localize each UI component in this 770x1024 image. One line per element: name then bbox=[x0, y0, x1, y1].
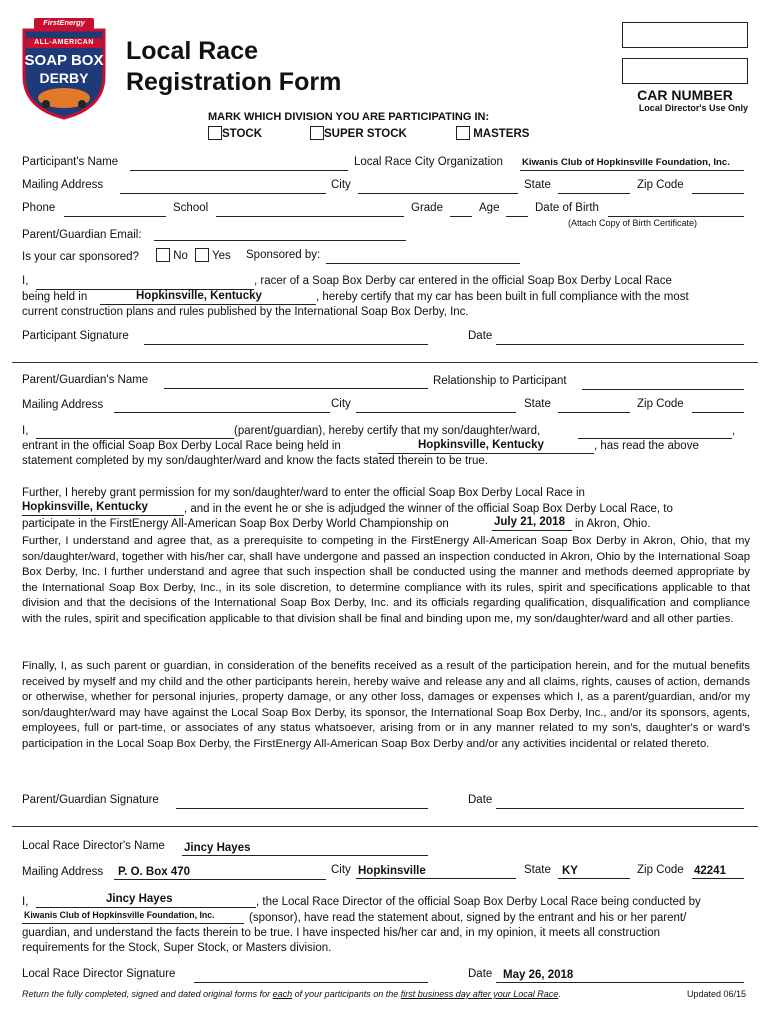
release-paragraph: Finally, I, as such parent or guardian, in consideration of the benefits received as a result of the participation herein, and for the mutual benefits received by myself and my child and the other participants herein, hereby waive and release any and all claims, rights, causes of action, demands or otherwise, whether for personal injuries, property damage, or any other loss, damages or expenses which I, as a parent/guardian, and/or my son/daughter/ward may have against the Local Soap Box Derby, its sponsor, the International Soap Box Derby, Inc., and/or its sponsors, agents, employees, full or part-time, or associates of any status whatsoever, arising from or in any manner related to my son's, daughter's or ward's participation in the Local Soap Box Derby, the FirstEnergy All-American Soap Box Derby and/or any activities incidental or related thereto. bbox=[22, 660, 750, 750]
masters-label: MASTERS bbox=[473, 128, 530, 140]
footer-note-text3: . bbox=[558, 989, 561, 999]
guardian-signature-label: Parent/Guardian Signature bbox=[22, 794, 159, 806]
further2-paragraph: Further, I understand and agree that, as a prerequisite to competing in the FirstEnergy All-American Soap Box Derby in Akron, Ohio, that my son/daughter/ward, together with his/her car, shall have undergone and passed an inspection conducted in Akron, Ohio by the International Soap Box Derby, Inc. I further understand and agree that such inspection shall be conducted using the manner and methods deemed appropriate by the International Soap Box Derby, Inc., in its sole discretion, to determine compliance with its rules, spirit and specifications applicable to that division and that the decisions of the International Soap Box Derby, Inc. and its officials regarding qualification, disqualification and compliance with the rules, spirit and specification applicable to that division shall be final and binding upon me, my son/daughter/ward and all other parties. bbox=[22, 535, 750, 625]
email-field[interactable] bbox=[154, 227, 406, 241]
further1-text1: Further, I hereby grant permission for my son/daughter/ward to enter the official Soap Box Derby Local Race in bbox=[22, 487, 585, 499]
phone-label: Phone bbox=[22, 202, 56, 214]
director-zip-value: 42241 bbox=[694, 865, 726, 877]
participant-state-label: State bbox=[524, 179, 551, 191]
director-mailing-label: Mailing Address bbox=[22, 866, 104, 878]
super-stock-label: SUPER STOCK bbox=[324, 128, 407, 140]
dob-label: Date of Birth bbox=[535, 202, 599, 214]
car-number-sub: Local Director's Use Only bbox=[638, 103, 748, 113]
no-label: No bbox=[173, 250, 188, 262]
director-city-value: Hopkinsville bbox=[358, 865, 426, 877]
director-cert-i: I, bbox=[22, 896, 29, 908]
guardian-signature-field[interactable] bbox=[176, 795, 428, 809]
no-option[interactable] bbox=[156, 248, 188, 262]
guardian-date-label: Date bbox=[468, 794, 493, 806]
sponsored-by-field[interactable] bbox=[326, 250, 520, 264]
guardian-state-field[interactable] bbox=[558, 399, 630, 413]
participant-cert-text2: being held in bbox=[22, 291, 88, 303]
participant-date-label: Date bbox=[468, 330, 493, 342]
sponsored-by-label: Sponsored by: bbox=[246, 249, 321, 261]
director-signature-field[interactable] bbox=[194, 969, 428, 983]
participant-cert-text3: , hereby certify that my car has been built in full compliance with the most bbox=[316, 291, 689, 303]
age-label: Age bbox=[479, 202, 500, 214]
masters-checkbox[interactable] bbox=[456, 126, 470, 140]
participant-name-field[interactable] bbox=[130, 157, 348, 171]
logo-brand: FirstEnergy bbox=[43, 18, 85, 27]
director-date-label: Date bbox=[468, 968, 493, 980]
guardian-city-field[interactable] bbox=[356, 399, 516, 413]
relationship-field[interactable] bbox=[582, 376, 744, 390]
further1-text3: participate in the FirstEnergy All-American Soap Box Derby World Championship on bbox=[22, 518, 449, 530]
school-field[interactable] bbox=[216, 203, 404, 217]
guardian-cert-i: I, bbox=[22, 425, 29, 437]
championship-date-value: July 21, 2018 bbox=[494, 516, 565, 528]
director-cert-name-value: Jincy Hayes bbox=[106, 893, 173, 905]
dob-field[interactable] bbox=[608, 203, 744, 217]
stock-checkbox[interactable] bbox=[208, 126, 222, 140]
director-zip-label: Zip Code bbox=[637, 864, 684, 876]
director-cert-text3: guardian, and understand the facts therein to be true. I have inspected his/her car and, in my opinion, it meets all construction bbox=[22, 927, 660, 939]
director-cert-sponsor-value: Kiwanis Club of Hopkinsville Foundation, Inc. bbox=[24, 910, 215, 920]
guardian-cert-text1: (parent/guardian), hereby certify that my son/daughter/ward, bbox=[234, 425, 541, 437]
sponsored-label: Is your car sponsored? bbox=[22, 251, 139, 263]
director-city-label: City bbox=[331, 864, 351, 876]
yes-checkbox[interactable] bbox=[195, 248, 209, 262]
guardian-mailing-label: Mailing Address bbox=[22, 399, 104, 411]
participant-zip-field[interactable] bbox=[692, 180, 744, 194]
footer-note-text1: Return the fully completed, signed and dated original forms for bbox=[22, 989, 273, 999]
guardian-cert-city-value: Hopkinsville, Kentucky bbox=[418, 439, 544, 451]
participant-signature-field[interactable] bbox=[144, 331, 428, 345]
director-state-value: KY bbox=[562, 865, 578, 877]
participant-cert-text4: current construction plans and rules published by the International Soap Box Derby, Inc. bbox=[22, 306, 469, 318]
participant-cert-city-value: Hopkinsville, Kentucky bbox=[136, 290, 262, 302]
participant-cert-name-field[interactable] bbox=[36, 276, 254, 290]
guardian-cert-text2: entrant in the official Soap Box Derby Local Race being held in bbox=[22, 440, 341, 452]
director-date-value: May 26, 2018 bbox=[503, 969, 574, 981]
footer-note-text2: of your participants on the bbox=[292, 989, 401, 999]
division-prompt: MARK WHICH DIVISION YOU ARE PARTICIPATING IN: bbox=[208, 111, 490, 123]
footer-note-first: first business day after your Local Race bbox=[400, 989, 559, 999]
guardian-cert-text4: statement completed by my son/daughter/ward and know the facts stated therein to be true. bbox=[22, 455, 489, 467]
no-checkbox[interactable] bbox=[156, 248, 170, 262]
footer-note bbox=[22, 989, 561, 999]
dob-note: (Attach Copy of Birth Certificate) bbox=[568, 218, 698, 228]
participant-state-field[interactable] bbox=[558, 180, 630, 194]
car-number-box-1[interactable] bbox=[622, 22, 748, 48]
participant-city-label: City bbox=[331, 179, 351, 191]
guardian-zip-label: Zip Code bbox=[637, 398, 684, 410]
participant-city-field[interactable] bbox=[358, 180, 518, 194]
director-cert-text1: , the Local Race Director of the official Soap Box Derby Local Race being conducted by bbox=[256, 896, 701, 908]
further1-city-value: Hopkinsville, Kentucky bbox=[22, 501, 148, 513]
division-super-stock[interactable] bbox=[310, 126, 407, 140]
guardian-zip-field[interactable] bbox=[692, 399, 744, 413]
guardian-cert-text3: , has read the above bbox=[594, 440, 699, 452]
director-cert-text2: (sponsor), have read the statement about, signed by the entrant and his or her parent/ bbox=[249, 912, 687, 924]
participant-mailing-label: Mailing Address bbox=[22, 179, 104, 191]
grade-field[interactable] bbox=[450, 203, 472, 217]
participant-date-field[interactable] bbox=[496, 331, 744, 345]
school-label: School bbox=[173, 202, 209, 214]
director-signature-label: Local Race Director Signature bbox=[22, 968, 176, 980]
age-field[interactable] bbox=[506, 203, 528, 217]
guardian-city-label: City bbox=[331, 398, 351, 410]
participant-cert-text1: , racer of a Soap Box Derby car entered in the official Soap Box Derby Local Race bbox=[254, 275, 672, 287]
further1-text2: , and in the event he or she is adjudged the winner of the official Soap Box Derby Local Race, to bbox=[184, 503, 673, 515]
section-divider-1 bbox=[12, 362, 758, 363]
stock-label: STOCK bbox=[222, 128, 263, 140]
participant-cert-i: I, bbox=[22, 275, 29, 287]
footer-note-each: each bbox=[272, 989, 293, 999]
director-state-label: State bbox=[524, 864, 551, 876]
form-title bbox=[126, 36, 341, 98]
grade-label: Grade bbox=[411, 202, 443, 214]
yes-label: Yes bbox=[212, 250, 231, 262]
guardian-name-field[interactable] bbox=[164, 375, 428, 389]
director-name-value: Jincy Hayes bbox=[184, 842, 251, 854]
division-stock[interactable] bbox=[208, 126, 262, 140]
participant-signature-label: Participant Signature bbox=[22, 330, 129, 342]
guardian-cert-name-field[interactable] bbox=[36, 425, 234, 439]
participant-zip-label: Zip Code bbox=[637, 179, 684, 191]
form-title-line1: Local Race bbox=[126, 37, 259, 65]
car-number-box-2[interactable] bbox=[622, 58, 748, 84]
guardian-date-field[interactable] bbox=[496, 795, 744, 809]
car-number-label: CAR NUMBER bbox=[637, 87, 733, 103]
section-divider-2 bbox=[12, 826, 758, 827]
participant-mailing-field[interactable] bbox=[120, 180, 326, 194]
director-name-label: Local Race Director's Name bbox=[22, 840, 165, 852]
org-value: Kiwanis Club of Hopkinsville Foundation, Inc. bbox=[522, 157, 730, 168]
relationship-label: Relationship to Participant bbox=[433, 375, 567, 387]
logo-line3: DERBY bbox=[39, 70, 89, 86]
phone-field[interactable] bbox=[64, 203, 166, 217]
form-title-line2: Registration Form bbox=[126, 68, 342, 96]
email-label: Parent/Guardian Email: bbox=[22, 229, 142, 241]
guardian-cert-comma: , bbox=[732, 425, 736, 437]
yes-option[interactable] bbox=[195, 248, 231, 262]
director-cert-text4: requirements for the Stock, Super Stock, or Masters division. bbox=[22, 942, 332, 954]
guardian-mailing-field[interactable] bbox=[114, 399, 330, 413]
division-masters[interactable] bbox=[456, 126, 529, 140]
soap-box-derby-logo bbox=[16, 16, 112, 120]
org-label: Local Race City Organization bbox=[354, 156, 503, 168]
guardian-name-label: Parent/Guardian's Name bbox=[22, 374, 149, 386]
footer-updated: Updated 06/15 bbox=[686, 989, 746, 999]
director-mailing-value: P. O. Box 470 bbox=[118, 866, 191, 878]
guardian-cert-ward-field[interactable] bbox=[578, 425, 732, 439]
guardian-state-label: State bbox=[524, 398, 551, 410]
logo-line1: ALL-AMERICAN bbox=[34, 39, 94, 46]
participant-name-label: Participant's Name bbox=[22, 156, 119, 168]
logo-line2: SOAP BOX bbox=[24, 52, 104, 69]
further1-text4: in Akron, Ohio. bbox=[575, 518, 651, 530]
super-stock-checkbox[interactable] bbox=[310, 126, 324, 140]
